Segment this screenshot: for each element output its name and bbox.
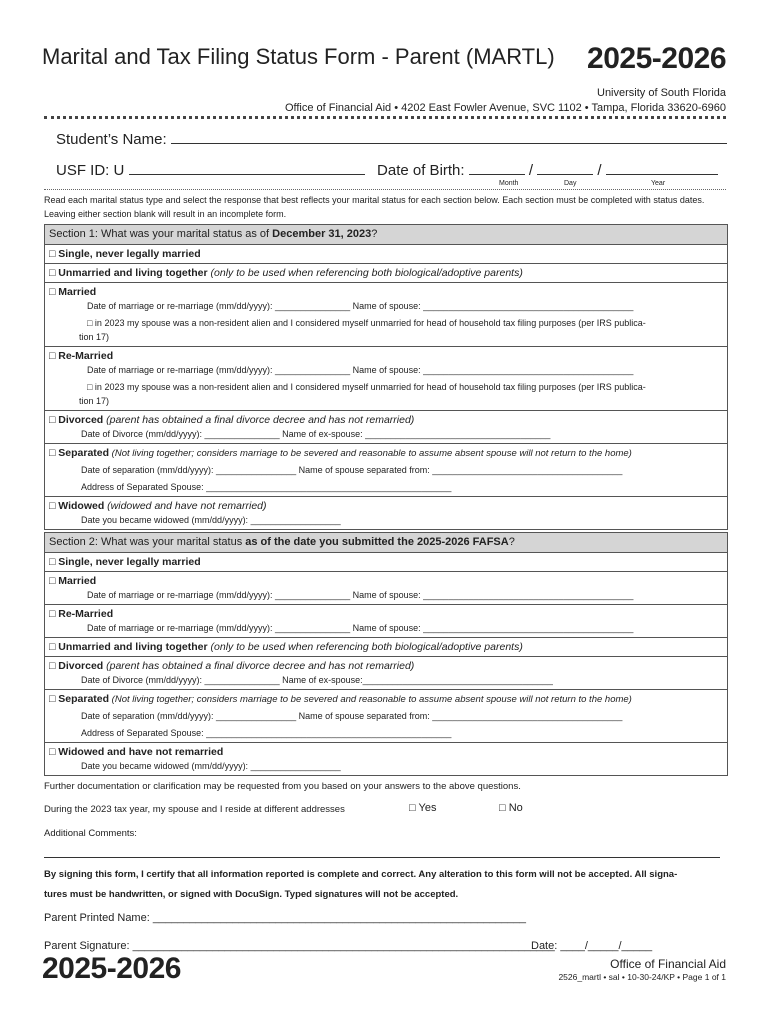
remarried-date-line[interactable]: Date of marriage or re-marriage (mm/dd/yyyy): _______________ Name of spouse: __________________________________________ (87, 365, 634, 375)
signature-date-line[interactable]: Date: ____/_____/_____ (531, 940, 653, 952)
form-title: Marital and Tax Filing Status Form - Parent (MARTL) (42, 44, 555, 69)
divorced-date-line[interactable]: Date of Divorce (mm/dd/yyyy): _______________ Name of ex-spouse:______________________________________ (81, 675, 553, 685)
signature-line[interactable]: Parent Signature: _____________________________________________________________________ (44, 940, 555, 952)
widowed-date-line[interactable]: Date you became widowed (mm/dd/yyyy): __________________ (81, 515, 341, 525)
option-single[interactable]: □ Single, never legally married (45, 245, 727, 264)
married-nonresident-check[interactable]: □ in 2023 my spouse was a non-resident alien and I considered myself unmarried for head of household tax filing purposes (per IRS publica- (87, 318, 646, 328)
further-docs-note: Further documentation or clarification may be requested from you based on your answers to the above questions. (44, 781, 521, 792)
footer-office: Office of Financial Aid (610, 957, 726, 971)
option-widowed[interactable]: □ Widowed (widowed and have not remarried) Date you became widowed (mm/dd/yyyy): __________________ (45, 497, 727, 529)
married-date-line[interactable]: Date of marriage or re-marriage (mm/dd/yyyy): _______________ Name of spouse: __________________________________________ (87, 301, 634, 311)
comments-field[interactable] (44, 857, 720, 858)
separated-date-line[interactable]: Date of separation (mm/dd/yyyy): ________________ Name of spouse separated from: ______________________________________ (81, 711, 623, 721)
divider (44, 189, 726, 190)
remarried-nonresident-check[interactable]: □ in 2023 my spouse was a non-resident alien and I considered myself unmarried for head of household tax filing purposes (per IRS publica- (87, 382, 646, 392)
section-1 (44, 224, 728, 530)
separated-date-line[interactable]: Date of separation (mm/dd/yyyy): ________________ Name of spouse separated from: ______________________________________ (81, 465, 623, 475)
usf-id-label: USF ID: U (56, 162, 125, 179)
form-code: 2526_martl • sal • 10-30-24/KP • Page 1 of 1 (558, 972, 726, 982)
option-single[interactable]: □ Single, never legally married (45, 553, 727, 572)
yes-checkbox[interactable]: □ Yes (409, 802, 437, 814)
separated-address-line[interactable]: Address of Separated Spouse: _________________________________________________ (81, 728, 452, 738)
dob-day-field[interactable] (537, 174, 593, 175)
divorced-date-line[interactable]: Date of Divorce (mm/dd/yyyy): _______________ Name of ex-spouse: _____________________________________ (81, 429, 551, 439)
option-divorced[interactable]: □ Divorced (parent has obtained a final divorce decree and has not remarried) Date of Divorce (mm/dd/yyyy): _______________ Name of ex-spouse:______________________________________ (45, 657, 727, 690)
office-address: Office of Financial Aid • 4202 East Fowler Avenue, SVC 1102 • Tampa, Florida 33620-6960 (284, 102, 726, 114)
printed-name-line[interactable]: Parent Printed Name: _____________________________________________________________ (44, 912, 527, 924)
tax-address-question: During the 2023 tax year, my spouse and I reside at different addresses (44, 804, 345, 815)
instructions: Read each marital status type and select the response that best reflects your marital status for each section below. Each section must be completed with status dates. Leaving either section blank will result in an incomplete form. (44, 195, 705, 219)
student-name-field[interactable] (171, 143, 727, 144)
day-caption: Day (564, 180, 577, 187)
university-block (285, 86, 726, 116)
year-caption: Year (651, 180, 666, 187)
usf-id-row: USF ID: U Date of Birth: / / (56, 162, 718, 179)
university-name: University of South Florida (597, 87, 726, 99)
section-2 (44, 532, 728, 776)
comments-label: Additional Comments: (44, 828, 137, 839)
footer-year: 2025-2026 (42, 952, 181, 985)
dob-month-field[interactable] (469, 174, 525, 175)
no-checkbox[interactable]: □ No (499, 802, 523, 814)
section-1-heading: Section 1: What was your marital status as of December 31, 2023? (45, 225, 727, 245)
dob-label: Date of Birth: (377, 162, 465, 179)
separated-address-line[interactable]: Address of Separated Spouse: _________________________________________________ (81, 482, 452, 492)
option-married[interactable]: □ Married Date of marriage or re-marriage (mm/dd/yyyy): _______________ Name of spouse: __________________________________________ (45, 572, 727, 605)
option-married[interactable]: □ Married Date of marriage or re-marriage (mm/dd/yyyy): _______________ Name of spouse: __________________________________________ □ in 2023 my spouse was a non-resident alien and I considered myself unmarried for head of household tax filing purposes (per IRS publica- tion 17) (45, 283, 727, 347)
option-remarried[interactable]: □ Re-Married Date of marriage or re-marriage (mm/dd/yyyy): _______________ Name of spouse: __________________________________________ (45, 605, 727, 638)
month-caption: Month (499, 180, 519, 187)
married-date-line[interactable]: Date of marriage or re-marriage (mm/dd/yyyy): _______________ Name of spouse: __________________________________________ (87, 590, 634, 600)
usf-id-field[interactable] (129, 174, 365, 175)
option-widowed[interactable]: □ Widowed and have not remarried Date you became widowed (mm/dd/yyyy): __________________ (45, 743, 727, 775)
certification-text-2: tures must be handwritten, or signed with DocuSign. Typed signatures will not be accepted. (44, 889, 459, 900)
option-remarried[interactable]: □ Re-Married Date of marriage or re-marriage (mm/dd/yyyy): _______________ Name of spouse: __________________________________________ □ in 2023 my spouse was a non-resident alien and I considered myself unmarried for head of household tax filing purposes (per IRS publica- tion 17) (45, 347, 727, 411)
option-separated[interactable]: □ Separated (Not living together; considers marriage to be severed and reasonable to assume absent spouse will not return to the home) Date of separation (mm/dd/yyyy): ________________ Name of spouse separated from: ______________________________________ Address of Separated Spouse: _________________________________________________ (45, 690, 727, 743)
option-unmarried[interactable]: □ Unmarried and living together (only to be used when referencing both biological/adoptive parents) (45, 264, 727, 283)
option-separated[interactable]: □ Separated (Not living together; considers marriage to be severed and reasonable to assume absent spouse will not return to the home) Date of separation (mm/dd/yyyy): ________________ Name of spouse separated from: ______________________________________ Address of Separated Spouse: _________________________________________________ (45, 444, 727, 497)
student-name-label: Student’s Name: (56, 131, 167, 148)
option-divorced[interactable]: □ Divorced (parent has obtained a final divorce decree and has not remarried) Date of Divorce (mm/dd/yyyy): _______________ Name of ex-spouse: _____________________________________ (45, 411, 727, 444)
section-2-heading: Section 2: What was your marital status as of the date you submitted the 2025-2026 FAFSA? (45, 533, 727, 553)
remarried-date-line[interactable]: Date of marriage or re-marriage (mm/dd/yyyy): _______________ Name of spouse: __________________________________________ (87, 623, 634, 633)
widowed-date-line[interactable]: Date you became widowed (mm/dd/yyyy): __________________ (81, 761, 341, 771)
certification-text: By signing this form, I certify that all information reported is complete and correct. Any alteration to this form will not be accepted. All signa- (44, 869, 678, 880)
student-name-row (56, 131, 727, 148)
form-year: 2025-2026 (587, 42, 726, 75)
option-unmarried[interactable]: □ Unmarried and living together (only to be used when referencing both biological/adoptive parents) (45, 638, 727, 657)
divider (44, 116, 726, 119)
dob-year-field[interactable] (606, 174, 718, 175)
